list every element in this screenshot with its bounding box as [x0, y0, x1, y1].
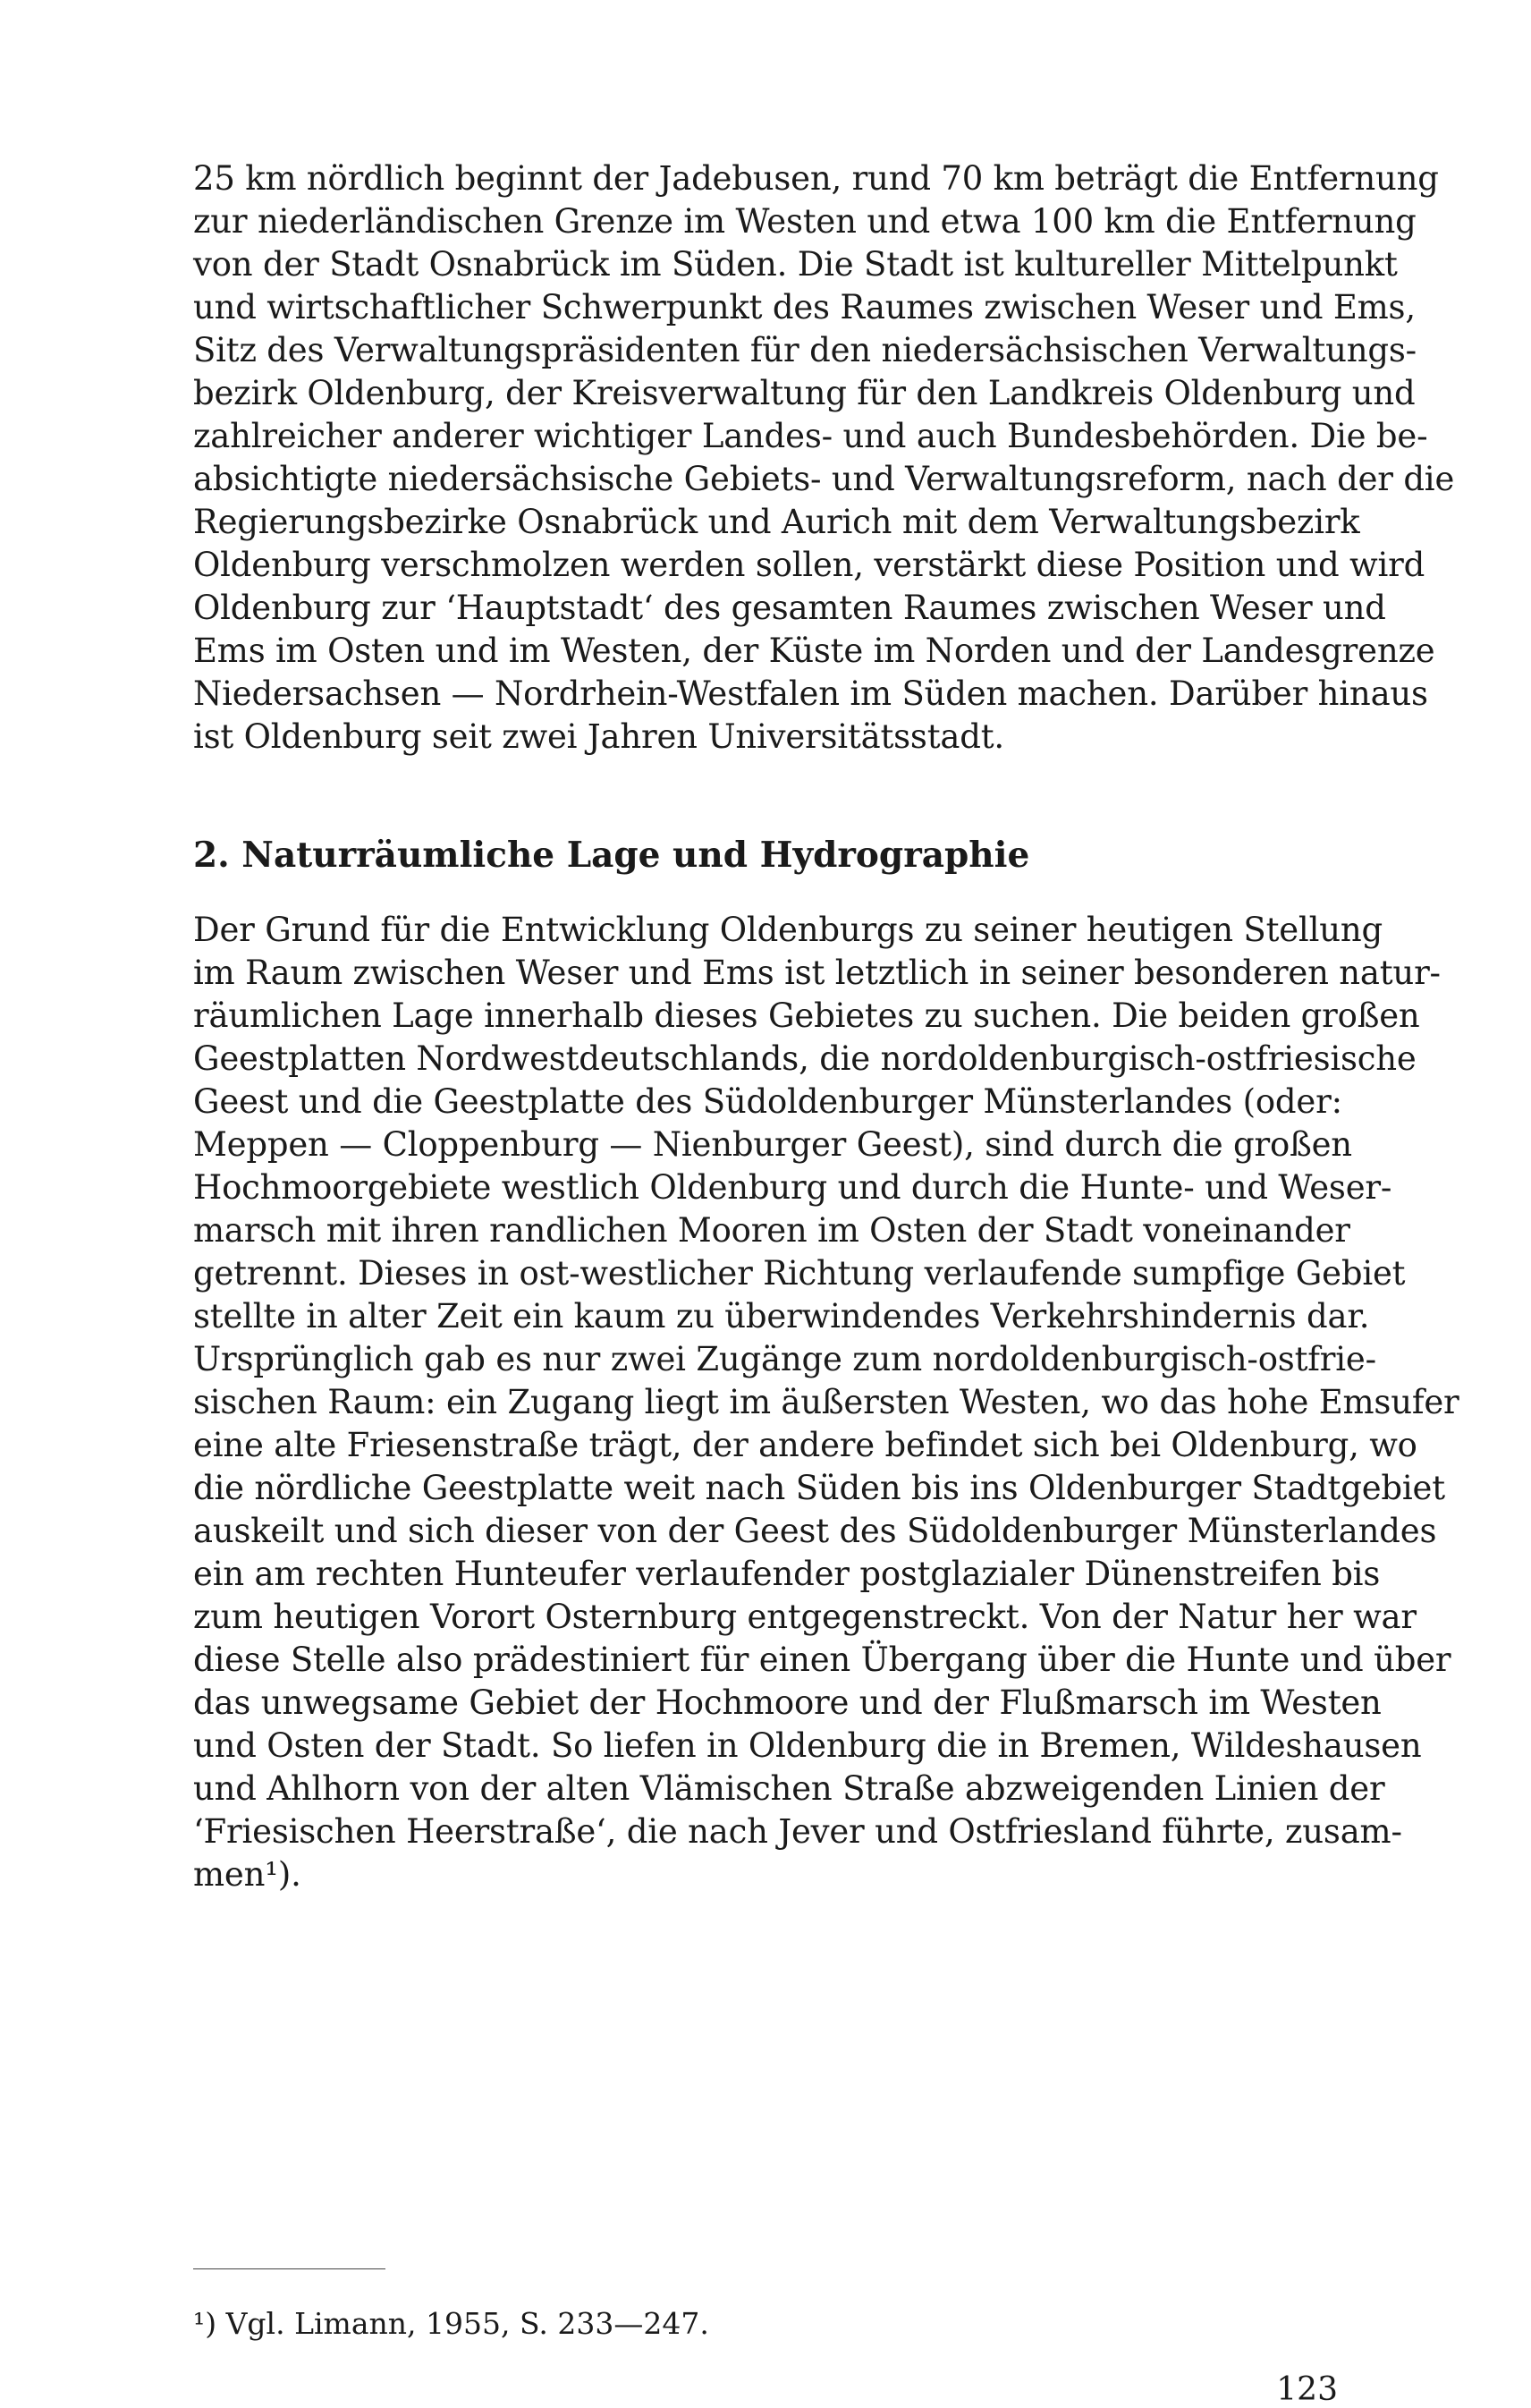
- paragraph-2: [193, 909, 1459, 1896]
- text-line: und Osten der Stadt. So liefen in Oldenburg die in Bremen, Wildeshausen: [193, 1726, 1422, 1765]
- text-line: sischen Raum: ein Zugang liegt im äußersten Westen, wo das hohe Emsufer: [193, 1383, 1459, 1421]
- text-line: Oldenburg verschmolzen werden sollen, verstärkt diese Position und wird: [193, 546, 1425, 584]
- text-line: bezirk Oldenburg, der Kreisverwaltung für den Landkreis Oldenburg und: [193, 374, 1416, 412]
- text-line: Regierungsbezirke Osnabrück und Aurich mit dem Verwaltungsbezirk: [193, 503, 1360, 541]
- text-line: Ems im Osten und im Westen, der Küste im Norden und der Landesgrenze: [193, 632, 1435, 670]
- paragraph-1: [193, 157, 1455, 759]
- text-line: räumlichen Lage innerhalb dieses Gebietes zu suchen. Die beiden großen: [193, 996, 1420, 1035]
- text-line: Niedersachsen — Nordrhein-Westfalen im Süden machen. Darüber hinaus: [193, 674, 1428, 713]
- text-line: von der Stadt Osnabrück im Süden. Die Stadt ist kultureller Mittelpunkt: [193, 245, 1398, 284]
- text-line: ein am rechten Hunteufer verlaufender postglazialer Dünenstreifen bis: [193, 1555, 1381, 1593]
- text-line: 25 km nördlich beginnt der Jadebusen, rund 70 km beträgt die Entfernung: [193, 159, 1439, 198]
- text-line: marsch mit ihren randlichen Mooren im Osten der Stadt voneinander: [193, 1211, 1350, 1250]
- text-line: Meppen — Cloppenburg — Nienburger Geest), sind durch die großen: [193, 1125, 1352, 1164]
- text-line: auskeilt und sich dieser von der Geest des Südoldenburger Münsterlandes: [193, 1512, 1437, 1550]
- section-heading: 2. Naturräumliche Lage und Hydrographie: [193, 835, 1030, 876]
- page-number: 123: [1276, 2371, 1338, 2408]
- text-line: im Raum zwischen Weser und Ems ist letztlich in seiner besonderen natur-: [193, 954, 1441, 992]
- text-line: zahlreicher anderer wichtiger Landes- und auch Bundesbehörden. Die be-: [193, 417, 1428, 455]
- text-line: Sitz des Verwaltungspräsidenten für den niedersächsischen Verwaltungs-: [193, 331, 1417, 369]
- text-line: zum heutigen Vorort Osternburg entgegenstreckt. Von der Natur her war: [193, 1598, 1417, 1636]
- text-line: men¹).: [193, 1855, 301, 1894]
- text-line: Geest und die Geestplatte des Südoldenburger Münsterlandes (oder:: [193, 1082, 1342, 1121]
- text-line: zur niederländischen Grenze im Westen und etwa 100 km die Entfernung: [193, 202, 1417, 241]
- text-line: stellte in alter Zeit ein kaum zu überwindendes Verkehrshindernis dar.: [193, 1297, 1370, 1335]
- text-line: Geestplatten Nordwestdeutschlands, die nordoldenburgisch-ostfriesische: [193, 1039, 1417, 1078]
- text-line: Der Grund für die Entwicklung Oldenburgs zu seiner heutigen Stellung: [193, 911, 1383, 949]
- text-line: Oldenburg zur ‘Hauptstadt‘ des gesamten Raumes zwischen Weser und: [193, 589, 1386, 627]
- footnote: ¹) Vgl. Limann, 1955, S. 233—247.: [193, 2306, 709, 2341]
- text-line: und wirtschaftlicher Schwerpunkt des Raumes zwischen Weser und Ems,: [193, 288, 1416, 326]
- text-line: die nördliche Geestplatte weit nach Süden bis ins Oldenburger Stadtgebiet: [193, 1469, 1445, 1507]
- text-line: und Ahlhorn von der alten Vlämischen Straße abzweigenden Linien der: [193, 1769, 1385, 1808]
- footnote-divider: [193, 2268, 385, 2269]
- text-line: das unwegsame Gebiet der Hochmoore und der Flußmarsch im Westen: [193, 1683, 1382, 1722]
- text-line: ‘Friesischen Heerstraße‘, die nach Jever und Ostfriesland führte, zusam-: [193, 1812, 1402, 1851]
- text-line: absichtigte niedersächsische Gebiets- und Verwaltungsreform, nach der die: [193, 460, 1455, 498]
- text-line: Hochmoorgebiete westlich Oldenburg und durch die Hunte- und Weser-: [193, 1168, 1392, 1207]
- text-line: diese Stelle also prädestiniert für einen Übergang über die Hunte und über: [193, 1641, 1451, 1679]
- text-line: ist Oldenburg seit zwei Jahren Universitätsstadt.: [193, 717, 1004, 756]
- text-line: getrennt. Dieses in ost-westlicher Richtung verlaufende sumpfige Gebiet: [193, 1254, 1406, 1293]
- text-line: eine alte Friesenstraße trägt, der andere befindet sich bei Oldenburg, wo: [193, 1426, 1417, 1464]
- page-content: [193, 157, 1459, 2408]
- text-line: Ursprünglich gab es nur zwei Zugänge zum nordoldenburgisch-ostfrie-: [193, 1340, 1376, 1378]
